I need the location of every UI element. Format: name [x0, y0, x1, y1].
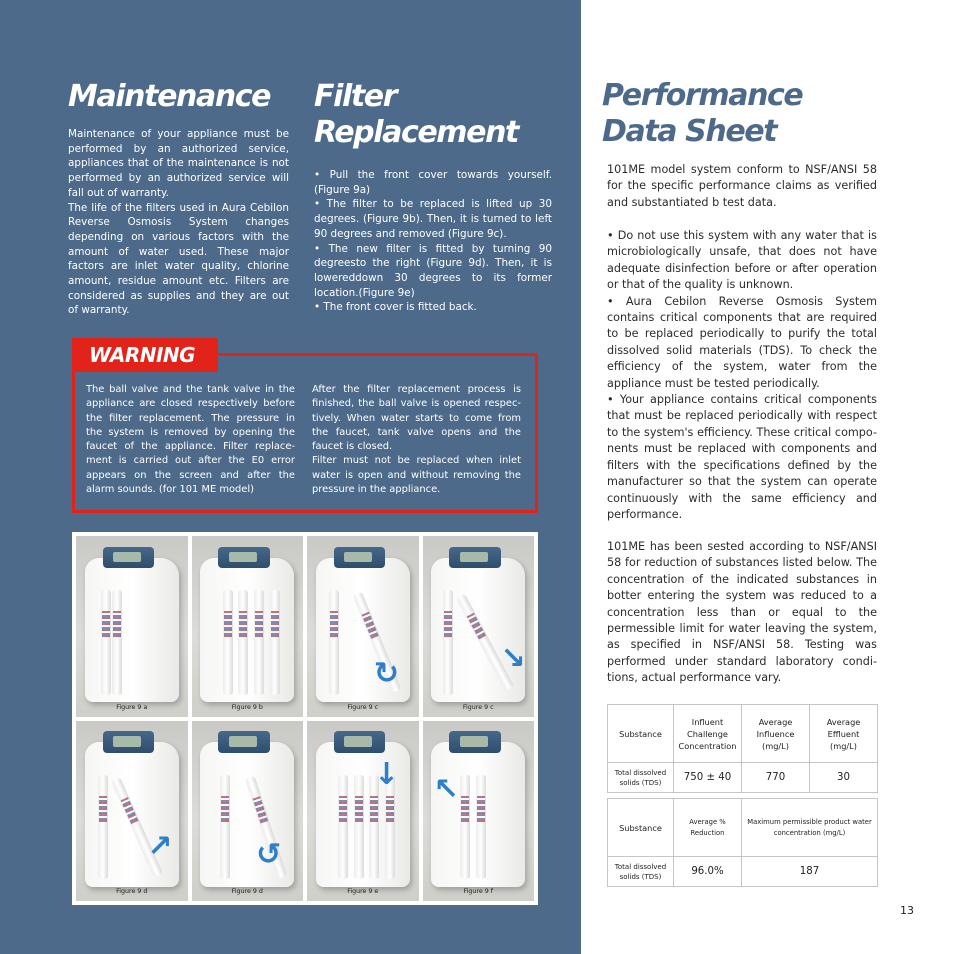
figure-caption: Figure 9 f: [463, 888, 493, 895]
table-header-cell: Substance: [608, 799, 674, 857]
table-header-cell: Average Effluent (mg/L): [810, 705, 878, 763]
table-header-cell: Influent Challenge Concentration: [674, 705, 742, 763]
table-cell: Total dissolved solids (TDS): [608, 763, 674, 793]
performance-intro-text: 101ME model system conform to NSF/ANSI 58 for the specific performance claims as verified and substantiated b test data.: [607, 163, 877, 209]
filter-cartridge: [354, 775, 364, 880]
table-header-row: [608, 705, 878, 763]
figure-caption: Figure 9 e: [347, 888, 379, 895]
display-screen: [449, 547, 500, 569]
warning-column-1: [86, 383, 295, 497]
performance-intro: [607, 162, 877, 211]
display-screen: [218, 547, 269, 569]
performance-title-line-1: Performance: [602, 78, 803, 113]
filter-cartridge: [338, 775, 348, 880]
table-cell: 750 ± 40: [674, 763, 742, 793]
performance-bullet-3: • Your appliance contains critical components that must be replaced periodically with respect to the system's efficiency. These critical compo-nents must be replaced with components and filters with the specifications defined by the manufacturer so that the system can operate continuously with the same efficiency and performance.: [607, 393, 877, 521]
filter-step-1: • Pull the front cover towards yourself. (Figure 9a): [314, 169, 552, 196]
table-header-row: [608, 799, 878, 857]
page-number: 13: [900, 904, 914, 917]
maintenance-paragraph-1: Maintenance of your appliance must be performed by an authorized service, appliances that of the maintenance is not performed by an authorized service will fall out of warranty.: [68, 128, 289, 199]
filter-cartridge: [223, 590, 233, 695]
display-screen: [449, 731, 500, 753]
rotate-arrow-icon: ↺: [256, 836, 282, 872]
table-cell: 30: [810, 763, 878, 793]
figure-9f: [423, 721, 535, 902]
filter-cartridge: [98, 775, 108, 880]
performance-table-2: [607, 798, 878, 887]
maintenance-text: [68, 127, 289, 318]
performance-bullets: [607, 228, 877, 523]
maintenance-title: Maintenance: [68, 79, 271, 114]
display-screen: [334, 731, 385, 753]
table-header-cell: Maximum permissible product water concentration (mg/L): [742, 799, 878, 857]
filter-title-line-2: Replacement: [314, 115, 518, 150]
table-cell: 96.0%: [674, 857, 742, 887]
warning-text-1: The ball valve and the tank valve in the appliance are closed respectively before the filter replacement. The pressure in the system is removed by opening the faucet of the appliance. Filter replace-ment is carried out after the E0 error appears on the screen and after the alarm sounds. (for 101 ME model): [86, 384, 295, 496]
maintenance-paragraph-2: The life of the filters used in Aura Cebilon Reverse Osmosis System changes depending on various factors with the amount of water used. These major factors are inlet water quality, chlorine amount, residue amount etc. Filters are considered as supplies and they are out of warranty.: [68, 201, 289, 317]
filter-cartridge: [476, 775, 486, 880]
figure-9e: [307, 721, 419, 902]
arrow-down-icon: ↓: [373, 757, 400, 793]
table-row: [608, 857, 878, 887]
table-cell: 770: [742, 763, 810, 793]
filter-cartridge: [329, 590, 339, 695]
display-screen: [103, 547, 154, 569]
filter-cartridge: [254, 590, 264, 695]
table-header-cell: Substance: [608, 705, 674, 763]
table-header-cell: Average % Reduction: [674, 799, 742, 857]
arrow-up-left-icon: ↖: [433, 771, 459, 807]
filter-replacement-title: [314, 79, 518, 151]
warning-text-3: Filter must not be replaced when inlet water is open and without removing the pressure in the appliance.: [312, 455, 521, 496]
filter-cartridge: [220, 775, 230, 880]
performance-bullet-2: • Aura Cebilon Reverse Osmosis System contains critical components that are required to be replaced periodically to purify the total dissolved solid materials (TDS). To check the efficiency of the system, water from the appliance must be tested periodically.: [607, 294, 877, 390]
arrow-up-right-icon: ↗: [147, 829, 173, 865]
figure-caption: Figure 9 d: [116, 888, 148, 895]
performance-title-line-2: Data Sheet: [602, 114, 777, 149]
warning-label: WARNING: [72, 338, 218, 372]
filter-step-2: • The filter to be replaced is lifted up 30 degrees. (Figure 9b). Then, it is turned to left 90 degrees and removed (Figure 9c).: [314, 198, 552, 240]
performance-bullet-1: • Do not use this system with any water that is microbiologically unsafe, that does not have adequate disinfection before or after operation or that of the quality is unknown.: [607, 229, 877, 292]
warning-column-2: [312, 383, 521, 497]
filter-step-4: • The front cover is fitted back.: [314, 301, 477, 314]
figure-9a: [76, 536, 188, 717]
display-screen: [218, 731, 269, 753]
filter-cartridge: [460, 775, 470, 880]
table-cell: 187: [742, 857, 878, 887]
filter-cartridge: [112, 590, 122, 695]
display-screen: [334, 547, 385, 569]
filter-title-line-1: Filter: [314, 79, 397, 114]
table-row: [608, 763, 878, 793]
filter-cartridge: [443, 590, 453, 695]
figure-caption: Figure 9 c: [347, 703, 379, 711]
filter-cartridge: [270, 590, 280, 695]
performance-table-1: [607, 704, 878, 793]
filter-replacement-text: [314, 168, 552, 315]
table-cell: Total dissolved solids (TDS): [608, 857, 674, 887]
performance-title: [602, 78, 802, 150]
filter-cartridge: [101, 590, 111, 695]
appliance-image: [85, 558, 179, 702]
filter-cartridge: [238, 590, 248, 695]
performance-tested-text: 101ME has been sested according to NSF/ANSI 58 for reduction of substances listed below. The concentration of the indicated substances in botter entering the system was reduced to a concentration less than or equal to the permessible limit for water leaving the system, as specified in NSF/ANSI 58. Testing was performed under standard laboratory condi-tions, actual performance vary.: [607, 540, 877, 685]
figure-caption: Figure 9 a: [116, 703, 148, 711]
warning-text-2: After the filter replacement process is finished, the ball valve is opened respec-tively. When water starts to come from the faucet, tank valve opens and the faucet is closed.: [312, 384, 521, 453]
figure-9c-2: [423, 536, 535, 717]
figure-caption: Figure 9 c: [462, 703, 494, 711]
table-header-cell: Average Influence (mg/L): [742, 705, 810, 763]
figure-9b: [192, 536, 304, 717]
figure-caption: Figure 9 d: [231, 888, 263, 895]
figure-9d-2: [192, 721, 304, 902]
figure-9c-1: [307, 536, 419, 717]
rotate-arrow-icon: ↻: [373, 655, 400, 691]
arrow-down-right-icon: ↘: [500, 641, 526, 677]
figure-9d-1: [76, 721, 188, 902]
figure-caption: Figure 9 b: [231, 703, 263, 711]
performance-tested: [607, 539, 877, 687]
display-screen: [103, 731, 154, 753]
figure-grid: [72, 532, 538, 905]
filter-step-3: • The new filter is fitted by turning 90 degreesto the right (Figure 9d). Then, it is lowereddown 30 degrees to its former location.(Figure 9e): [314, 242, 552, 299]
